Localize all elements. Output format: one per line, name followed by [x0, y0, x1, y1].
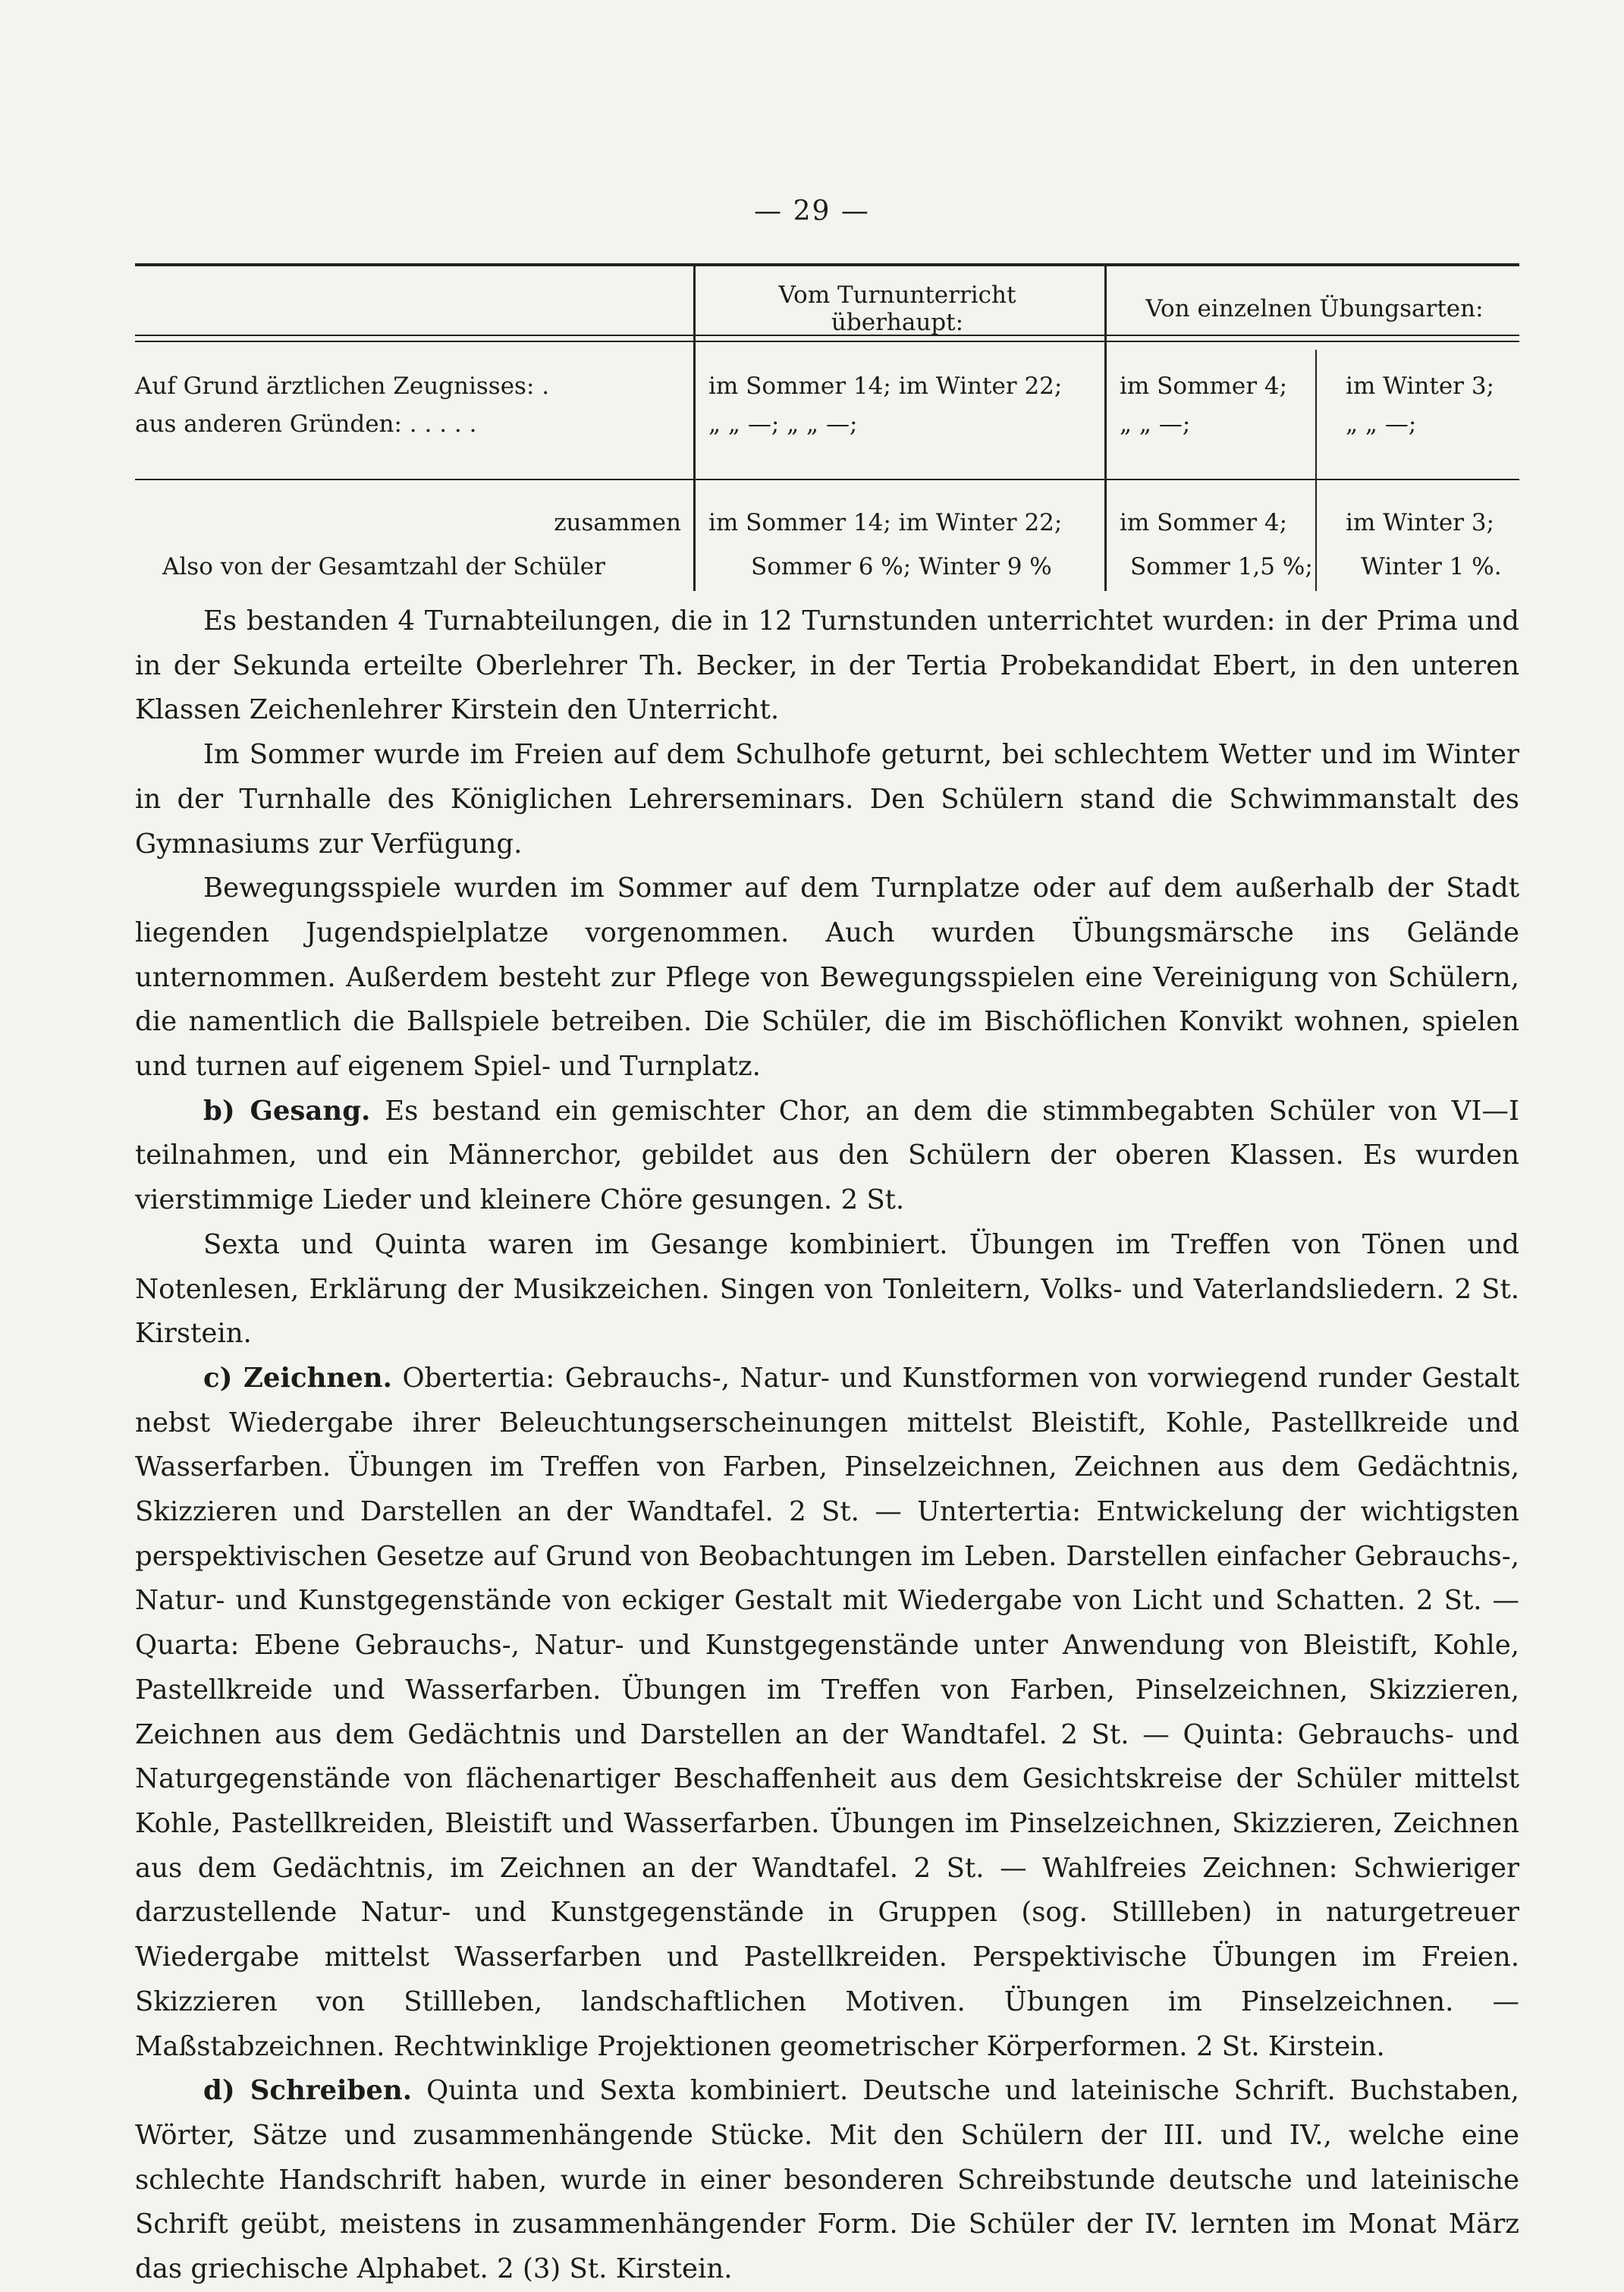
column-divider-3: [1315, 350, 1317, 591]
percent-specific-summer: Sommer 1,5 %;: [1130, 553, 1313, 580]
column-divider-2: [1104, 266, 1107, 591]
row-specific-winter-medical: im Winter 3;: [1346, 373, 1495, 400]
paragraph-bewegungsspiele: Bewegungsspiele wurden im Sommer auf dem Turnplatze oder auf dem außerhalb der Stadt liegenden Jugendspielplatze vorgenommen. Auch wurden Übungsmärsche ins Gelände unternommen. Außerdem besteht zur Pflege von Bewegungsspielen eine Vereinigung von Schülern, die namentlich die Ballspiele betreiben. Die Schüler, die im Bischöflichen Konvikt wohnen, spielen und turnen auf eigenem Spiel- und Turnplatz.: [135, 872, 1519, 1083]
paragraph-schreiben: [135, 2069, 1519, 2292]
header-general: Vom Turnunterricht überhaupt:: [778, 281, 1016, 336]
section-heading-gesang: b) Gesang.: [203, 1095, 371, 1127]
exemption-table: [135, 263, 1519, 591]
column-divider-1: [693, 266, 696, 591]
schreiben-text: Quinta und Sexta kombiniert. Deutsche und lateinische Schrift. Buchstaben, Wörter, Sätze und zusammenhängende Stücke. Mit den Schülern der III. und IV., welche eine schlechte Handschrift haben, wurde in einer besonderen Schreibstunde deutsche und lateinische Schrift geübt, meistens in zusammenhängender Form. Die Schüler der IV. lernten im Monat März das griechische Alphabet. 2 (3) St. Kirstein.: [135, 2075, 1519, 2285]
percent-general: Sommer 6 %; Winter 9 %: [751, 553, 1052, 580]
paragraph-turnort: Im Sommer wurde im Freien auf dem Schulhofe geturnt, bei schlechtem Wetter und im Winter in der Turnhalle des Königlichen Lehrerseminars. Den Schülern stand die Schwimmanstalt des Gymnasiums zur Verfügung.: [135, 739, 1519, 860]
page-number: — 29 —: [754, 196, 870, 227]
section-heading-schreiben: d) Schreiben.: [203, 2075, 413, 2107]
paragraph-gesang: [135, 1089, 1519, 1223]
sum-specific-winter: im Winter 3;: [1346, 509, 1495, 536]
row-specific-summer-other: „ „ —;: [1120, 410, 1191, 438]
zeichnen-text: Obertertia: Gebrauchs-, Natur- und Kunstformen von vorwiegend runder Gestalt nebst Wiedergabe ihrer Beleuchtungserscheinungen mittelst Bleistift, Kohle, Pastellkreide und Wasserfarben. Übungen im Treffen von Farben, Pinselzeichnen, Zeichnen aus dem Gedächtnis, Skizzieren und Darstellen an der Wandtafel. 2 St. — Untertertia: Entwickelung der wichtigsten perspektivischen Gesetze auf Grund von Beobachtungen im Leben. Darstellen einfacher Gebrauchs-, Natur- und Kunstgegenstände von eckiger Gestalt mit Wiedergabe von Licht und Schatten. 2 St. — Quarta: Ebene Gebrauchs-, Natur- und Kunstgegenstände unter Anwendung von Bleistift, Kohle, Pastellkreide und Wasserfarben. Übungen im Treffen von Farben, Pinselzeichnen, Skizzieren, Zeichnen aus dem Gedächtnis und Darstellen an der Wandtafel. 2 St. — Quinta: Gebrauchs- und Naturgegenstände von flächenartiger Beschaffenheit aus dem Gesichtskreise der Schüler mittelst Kohle, Pastellkreiden, Bleistift und Wasserfarben. Übungen im Pinselzeichnen, Skizzieren, Zeichnen aus dem Gedächtnis, im Zeichnen an der Wandtafel. 2 St. — Wahlfreies Zeichnen: Schwieriger darzustellende Natur- und Kunstgegenstände in Gruppen (sog. Stillleben) in naturgetreuer Wiedergabe mittelst Wasserfarben und Pastellkreiden. Perspektivische Übungen im Freien. Skizzieren von Stillleben, landschaftlichen Motiven. Übungen im Pinselzeichnen. — Maßstabzeichnen. Rechtwinklige Projektionen geometrischer Körperformen. 2 St. Kirstein.: [135, 1362, 1519, 2062]
gesang-text: Es bestand ein gemischter Chor, an dem die stimmbegabten Schüler von VI—I teilnahmen, und ein Männerchor, gebildet aus den Schülern der oberen Klassen. Es wurden vierstimmige Lieder und kleinere Chöre gesungen. 2 St.: [135, 1095, 1519, 1216]
header-specific: Von einzelnen Übungsarten:: [1145, 295, 1484, 322]
sum-rule: [135, 479, 1519, 480]
percent-label: Also von der Gesamtzahl der Schüler: [162, 553, 605, 580]
row-specific-winter-other: „ „ —;: [1346, 410, 1417, 438]
header-rule-2: [135, 341, 1519, 342]
row-general-medical: im Sommer 14; im Winter 22;: [708, 373, 1063, 400]
row-specific-summer-medical: im Sommer 4;: [1120, 373, 1288, 400]
paragraph-turnabteilungen: Es bestanden 4 Turnabteilungen, die in 12 Turnstunden unterrichtet wurden: in der Prima und in der Sekunda erteilte Oberlehrer Th. Becker, in der Tertia Probekandidat Ebert, in den unteren Klassen Zeichenlehrer Kirstein den Unterricht.: [135, 605, 1519, 726]
section-heading-zeichnen: c) Zeichnen.: [203, 1362, 392, 1394]
row-general-other: „ „ —; „ „ —;: [708, 410, 858, 438]
row-label-other: aus anderen Gründen: . . . . .: [135, 410, 477, 438]
percent-specific-winter: Winter 1 %.: [1361, 553, 1502, 580]
paragraph-zeichnen: [135, 1357, 1519, 2069]
sum-label: zusammen: [554, 509, 681, 536]
sum-general: im Sommer 14; im Winter 22;: [708, 509, 1063, 536]
body-text: [135, 599, 1519, 2292]
sum-specific-summer: im Sommer 4;: [1120, 509, 1288, 536]
row-label-medical: Auf Grund ärztlichen Zeugnisses: .: [135, 373, 550, 400]
paragraph-gesang-unterstufe: Sexta und Quinta waren im Gesange kombiniert. Übungen im Treffen von Tönen und Notenlesen, Erklärung der Musikzeichen. Singen von Tonleitern, Volks- und Vaterlandsliedern. 2 St. Kirstein.: [135, 1228, 1519, 1350]
